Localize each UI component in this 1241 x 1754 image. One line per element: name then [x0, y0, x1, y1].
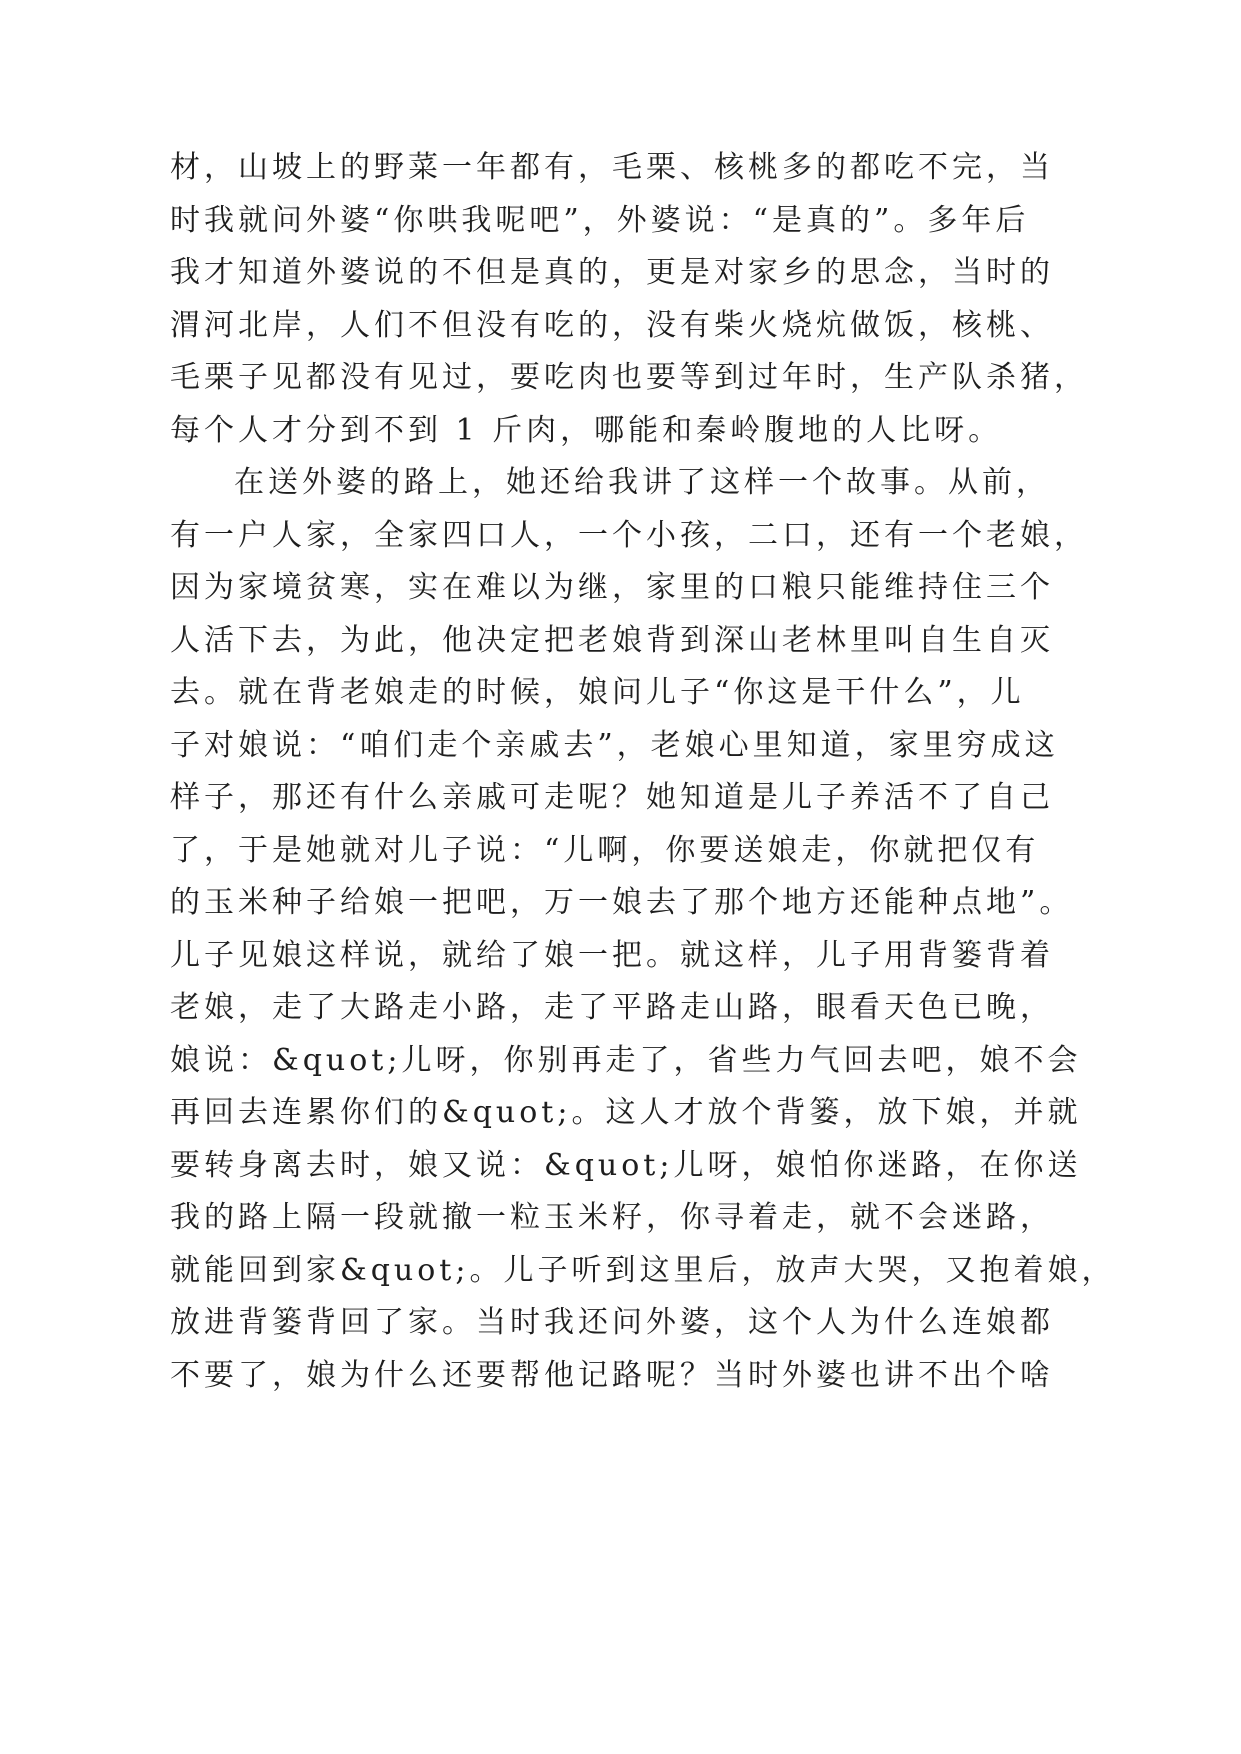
text-line: 子对娘说：“咱们走个亲戚去”，老娘心里知道，家里穷成这: [170, 727, 1059, 763]
text-line: 人活下去，为此，他决定把老娘背到深山老林里叫自生自灭: [170, 622, 1054, 658]
text-line: 放进背篓背回了家。当时我还问外婆，这个人为什么连娘都: [170, 1305, 1054, 1340]
body-text: [170, 148, 1116, 1408]
text-line: 我才知道外婆说的不但是真的，更是对家乡的思念，当时的: [170, 255, 1054, 290]
text-line: 样子，那还有什么亲戚可走呢？她知道是儿子养活不了自己: [170, 780, 1054, 815]
text-line: 娘说：&quot;儿呀，你别再走了，省些力气回去吧，娘不会: [170, 1042, 1082, 1078]
text-line: 材，山坡上的野菜一年都有，毛栗、核桃多的都吃不完，当: [170, 150, 1054, 185]
text-line: 老娘，走了大路走小路，走了平路走山路，眼看天色已晚，: [170, 990, 1054, 1025]
text-line: 儿子见娘这样说，就给了娘一把。就这样，儿子用背篓背着: [170, 937, 1054, 973]
paragraph-first-line: 在送外婆的路上，她还给我讲了这样一个故事。从前，: [234, 465, 1050, 500]
text-line: 要转身离去时，娘又说：&quot;儿呀，娘怕你迷路，在你送: [170, 1147, 1082, 1183]
text-line: 就能回到家&quot;。儿子听到这里后，放声大哭，又抱着娘，: [170, 1252, 1116, 1288]
text-line: 了，于是她就对儿子说：“儿啊，你要送娘走，你就把仅有: [170, 832, 1040, 868]
text-line: 毛栗子见都没有见过，要吃肉也要等到过年时，生产队杀猪，: [170, 360, 1088, 395]
text-line: 时我就问外婆“你哄我呢吧”，外婆说：“是真的”。多年后: [170, 202, 1030, 238]
text-line: 渭河北岸，人们不但没有吃的，没有柴火烧炕做饭，核桃、: [170, 307, 1054, 343]
text-line: 不要了，娘为什么还要帮他记路呢？当时外婆也讲不出个啥: [170, 1357, 1054, 1393]
text-line: 再回去连累你们的&quot;。这人才放个背篓，放下娘，并就: [170, 1095, 1082, 1130]
text-line: 的玉米种子给娘一把吧，万一娘去了那个地方还能种点地”。: [170, 885, 1074, 920]
text-line: 有一户人家，全家四口人，一个小孩，二口，还有一个老娘，: [170, 517, 1088, 553]
text-line: 去。就在背老娘走的时候，娘问儿子“你这是干什么”，儿: [170, 675, 1025, 710]
text-line: 因为家境贫寒，实在难以为继，家里的口粮只能维持住三个: [170, 570, 1054, 605]
text-line: 每个人才分到不到 1 斤肉，哪能和秦岭腹地的人比呀。: [170, 412, 1003, 448]
text-line: 我的路上隔一段就撤一粒玉米籽，你寻着走，就不会迷路，: [170, 1200, 1054, 1235]
